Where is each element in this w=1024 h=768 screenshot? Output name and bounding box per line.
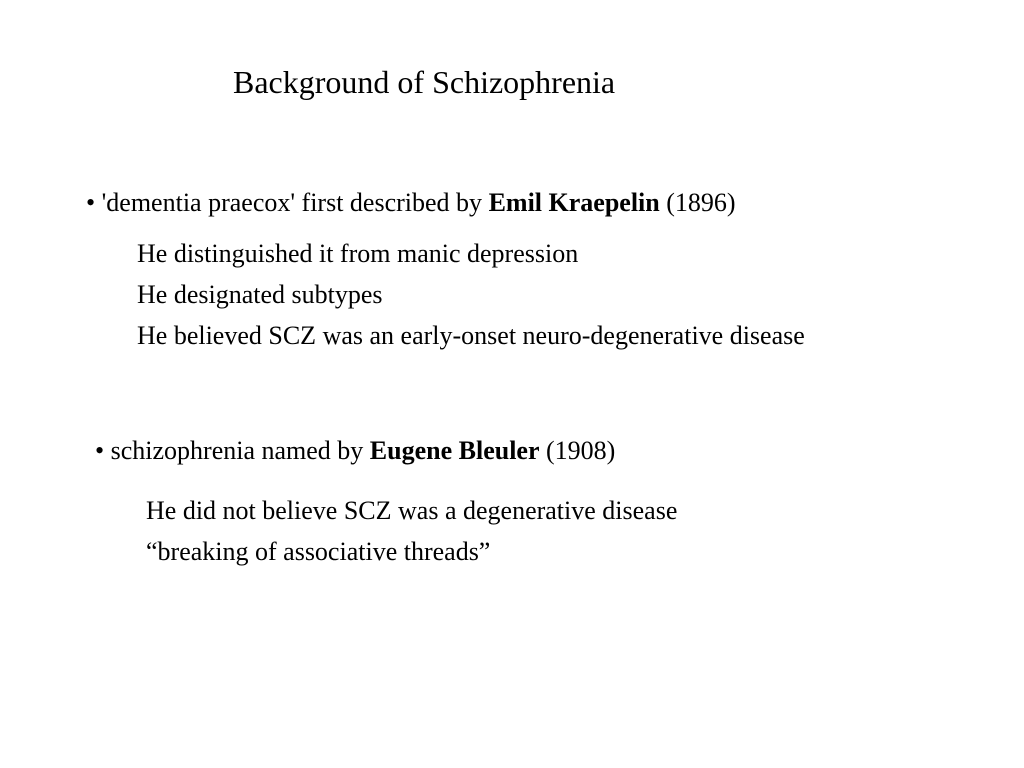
person-name: Emil Kraepelin <box>488 188 660 217</box>
bullet-marker: • <box>86 188 96 217</box>
bullet-lead-text: 'dementia praecox' first described by <box>101 188 483 217</box>
kraepelin-points <box>137 233 805 356</box>
bullet-kraepelin <box>86 187 736 219</box>
bleuler-points <box>146 490 677 572</box>
bullet-marker: • <box>95 436 105 465</box>
slide-title: Background of Schizophrenia <box>233 64 616 100</box>
person-name: Eugene Bleuler <box>369 436 540 465</box>
list-item: He distinguished it from manic depression <box>137 239 579 268</box>
year: (1896) <box>666 188 736 217</box>
bullet-bleuler <box>95 435 615 467</box>
year: (1908) <box>546 436 616 465</box>
list-item: “breaking of associative threads” <box>146 537 491 566</box>
list-item: He designated subtypes <box>137 280 383 309</box>
list-item: He believed SCZ was an early-onset neuro-degenerative disease <box>137 321 805 350</box>
bullet-lead-text: schizophrenia named by <box>110 436 364 465</box>
list-item: He did not believe SCZ was a degenerative disease <box>146 496 678 525</box>
